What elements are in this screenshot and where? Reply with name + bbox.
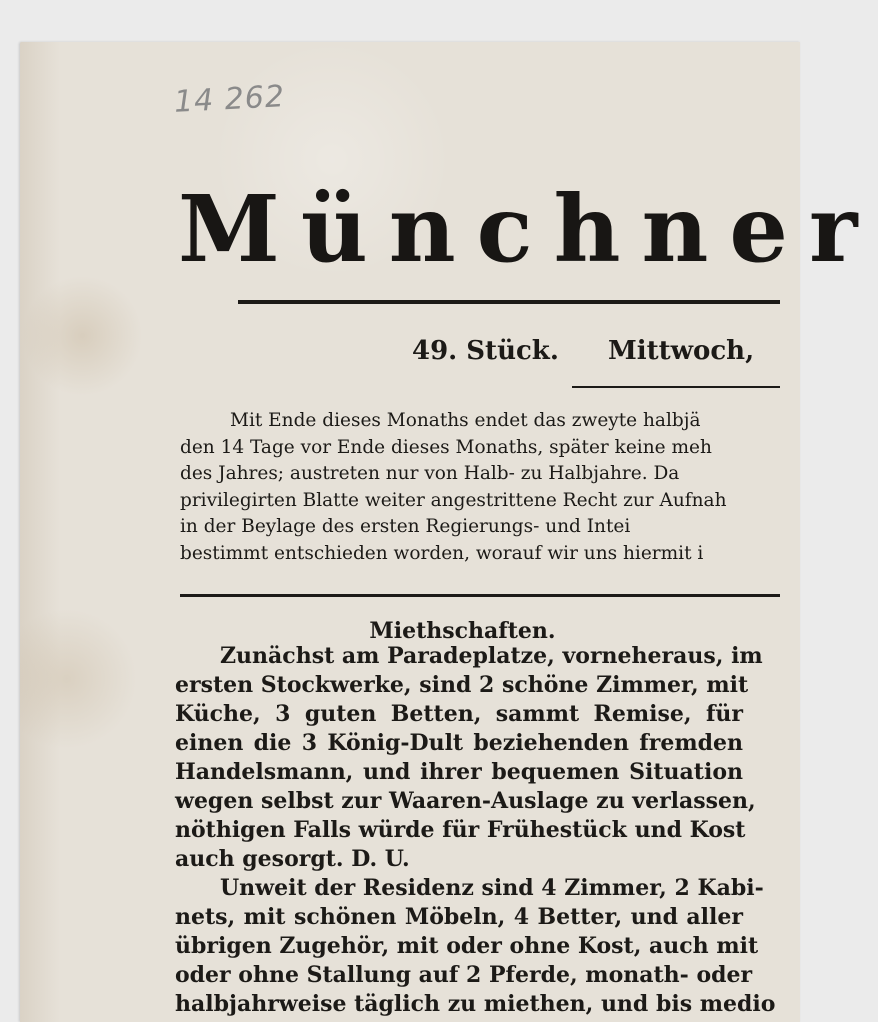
notice-rule bbox=[180, 594, 780, 597]
body-line: Handelsmann, und ihrer bequemen Situation bbox=[175, 759, 743, 785]
body-line: oder ohne Stallung auf 2 Pferde, monath- oder bbox=[175, 962, 753, 988]
body-line: einen die 3 König-Dult beziehenden fremden bbox=[175, 730, 743, 756]
body-line: nöthigen Falls würde für Frühestück und Kost bbox=[175, 817, 746, 843]
rentals-column bbox=[175, 642, 776, 1019]
pencil-archive-note: 14 262 bbox=[173, 79, 286, 120]
notice-line: des Jahres; austreten nur von Halb- zu Halbjahre. Da bbox=[180, 463, 680, 484]
body-line: nets, mit schönen Möbeln, 4 Better, und aller bbox=[175, 904, 743, 930]
body-line: Zunächst am Paradeplatze, vorneheraus, im bbox=[220, 643, 763, 669]
masthead-rule bbox=[238, 300, 780, 304]
notice-line: den 14 Tage vor Ende dieses Monaths, später keine meh bbox=[180, 436, 712, 458]
body-line: ersten Stockwerke, sind 2 schöne Zimmer, mit bbox=[175, 672, 749, 698]
body-line: auch gesorgt. D. U. bbox=[175, 846, 410, 872]
body-line: wegen selbst zur Waaren-Auslage zu verlassen, bbox=[175, 788, 756, 814]
issue-number: 49. Stück. bbox=[412, 336, 559, 366]
issue-day: Mittwoch, bbox=[607, 336, 755, 366]
section-title: Miethschaften. bbox=[369, 618, 556, 644]
body-line: übrigen Zugehör, mit oder ohne Kost, auch mit bbox=[175, 933, 759, 959]
issue-rule bbox=[572, 386, 780, 388]
issue-line bbox=[412, 336, 794, 366]
notice-line: in der Beylage des ersten Regierungs- und Intei bbox=[180, 516, 631, 537]
notice-line: Mit Ende dieses Monaths endet das zweyte halbjä bbox=[230, 410, 701, 431]
body-line: Unweit der Residenz sind 4 Zimmer, 2 Kabi- bbox=[220, 875, 764, 901]
body-line: Küche, 3 guten Betten, sammt Remise, für bbox=[175, 701, 743, 727]
notice-line: bestimmt entschieden worden, worauf wir uns hiermit i bbox=[180, 542, 704, 564]
masthead-title: Münchner bbox=[178, 175, 878, 283]
subscription-notice bbox=[180, 408, 780, 567]
notice-line: privilegirten Blatte weiter angestrittene Recht zur Aufnah bbox=[180, 489, 727, 511]
body-line: halbjahrweise täglich zu miethen, und bis medio bbox=[175, 991, 776, 1017]
